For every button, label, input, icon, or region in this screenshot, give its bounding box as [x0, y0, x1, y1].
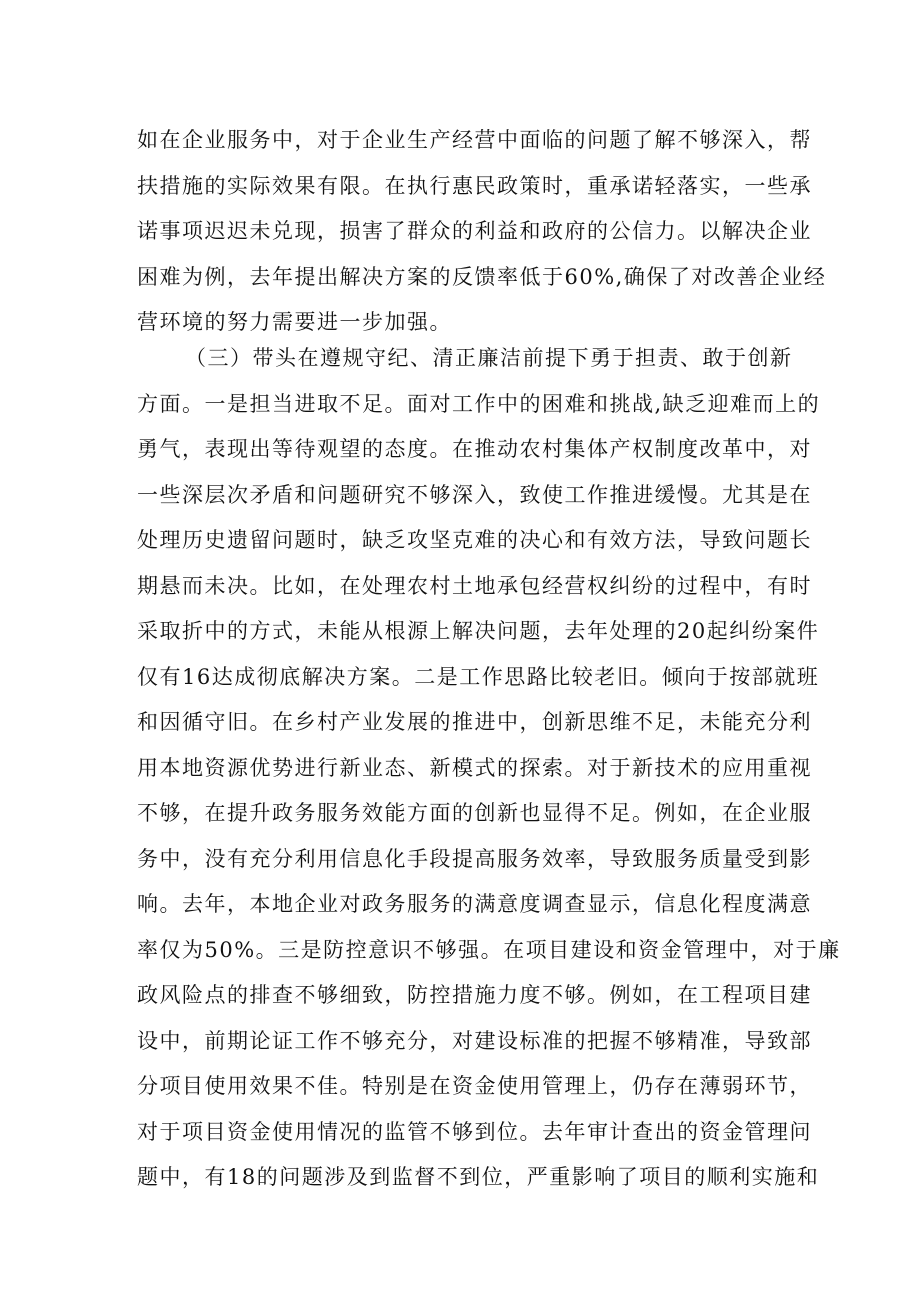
text-line: 用本地资源优势进行新业态、新模式的探索。对于新技术的应用重视 [137, 755, 812, 780]
text-line: 诺事项迟迟未兑现，损害了群众的利益和政府的公信力。以解决企业 [137, 219, 812, 243]
text-line: 仅有16达成彻底解决方案。二是工作思路比较老旧。倾向于按部就班 [137, 664, 820, 689]
text-line: 处理历史遗留问题时，缺乏攻坚克难的决心和有效方法，导致问题长 [137, 528, 812, 552]
text-line: 响。去年，本地企业对政务服务的满意度调查显示，信息化程度满意 [137, 892, 812, 916]
text-line: 期悬而未决。比如，在处理农村土地承包经营权纠纷的过程中，有时 [137, 573, 812, 598]
paragraph-continuation [137, 118, 827, 346]
text-line: 勇气，表现出等待观望的态度。在推动农村集体产权制度改革中，对 [137, 437, 812, 461]
text-line: 政风险点的排查不够细致，防控措施力度不够。例如，在工程项目建 [137, 983, 812, 1007]
text-line: 一些深层次矛盾和问题研究不够深入，致使工作推进缓慢。尤其是在 [137, 482, 812, 507]
text-line: 设中，前期论证工作不够充分，对建设标准的把握不够精准，导致部 [137, 1028, 812, 1053]
text-line: 采取折中的方式，未能从根源上解决问题，去年处理的20起纠纷案件 [137, 619, 820, 643]
text-line: 题中，有18的问题涉及到监督不到位，严重影响了项目的顺利实施和 [137, 1165, 820, 1189]
text-line: 务中，没有充分利用信息化手段提高服务效率，导致服务质量受到影 [137, 846, 812, 871]
text-line: 困难为例，去年提出解决方案的反馈率低于60%,确保了对改善企业经 [137, 264, 827, 289]
text-line: 和因循守旧。在乡村产业发展的推进中，创新思维不足，未能充分利 [137, 710, 812, 734]
text-line: 分项目使用效果不佳。特别是在资金使用管理上，仍存在薄弱环节， [137, 1074, 812, 1098]
text-line: 营环境的努力需要进一步加强。 [137, 310, 452, 334]
text-line: 不够，在提升政务服务效能方面的创新也显得不足。例如，在企业服 [137, 801, 812, 825]
section-heading-line: （三）带头在遵规守纪、清正廉洁前提下勇于担责、敢于创新 [185, 346, 793, 370]
section-three-paragraph [137, 336, 841, 1201]
text-line: 率仅为50%。三是防控意识不够强。在项目建设和资金管理中，对于廉 [137, 937, 841, 962]
text-line: 扶措施的实际效果有限。在执行惠民政策时，重承诺轻落实，一些承 [137, 173, 812, 198]
text-line: 对于项目资金使用情况的监管不够到位。去年审计查出的资金管理问 [137, 1119, 812, 1144]
text-line: 如在企业服务中，对于企业生产经营中面临的问题了解不够深入，帮 [137, 128, 812, 152]
text-line: 方面。一是担当进取不足。面对工作中的困难和挑战,缺乏迎难而上的 [137, 391, 821, 416]
